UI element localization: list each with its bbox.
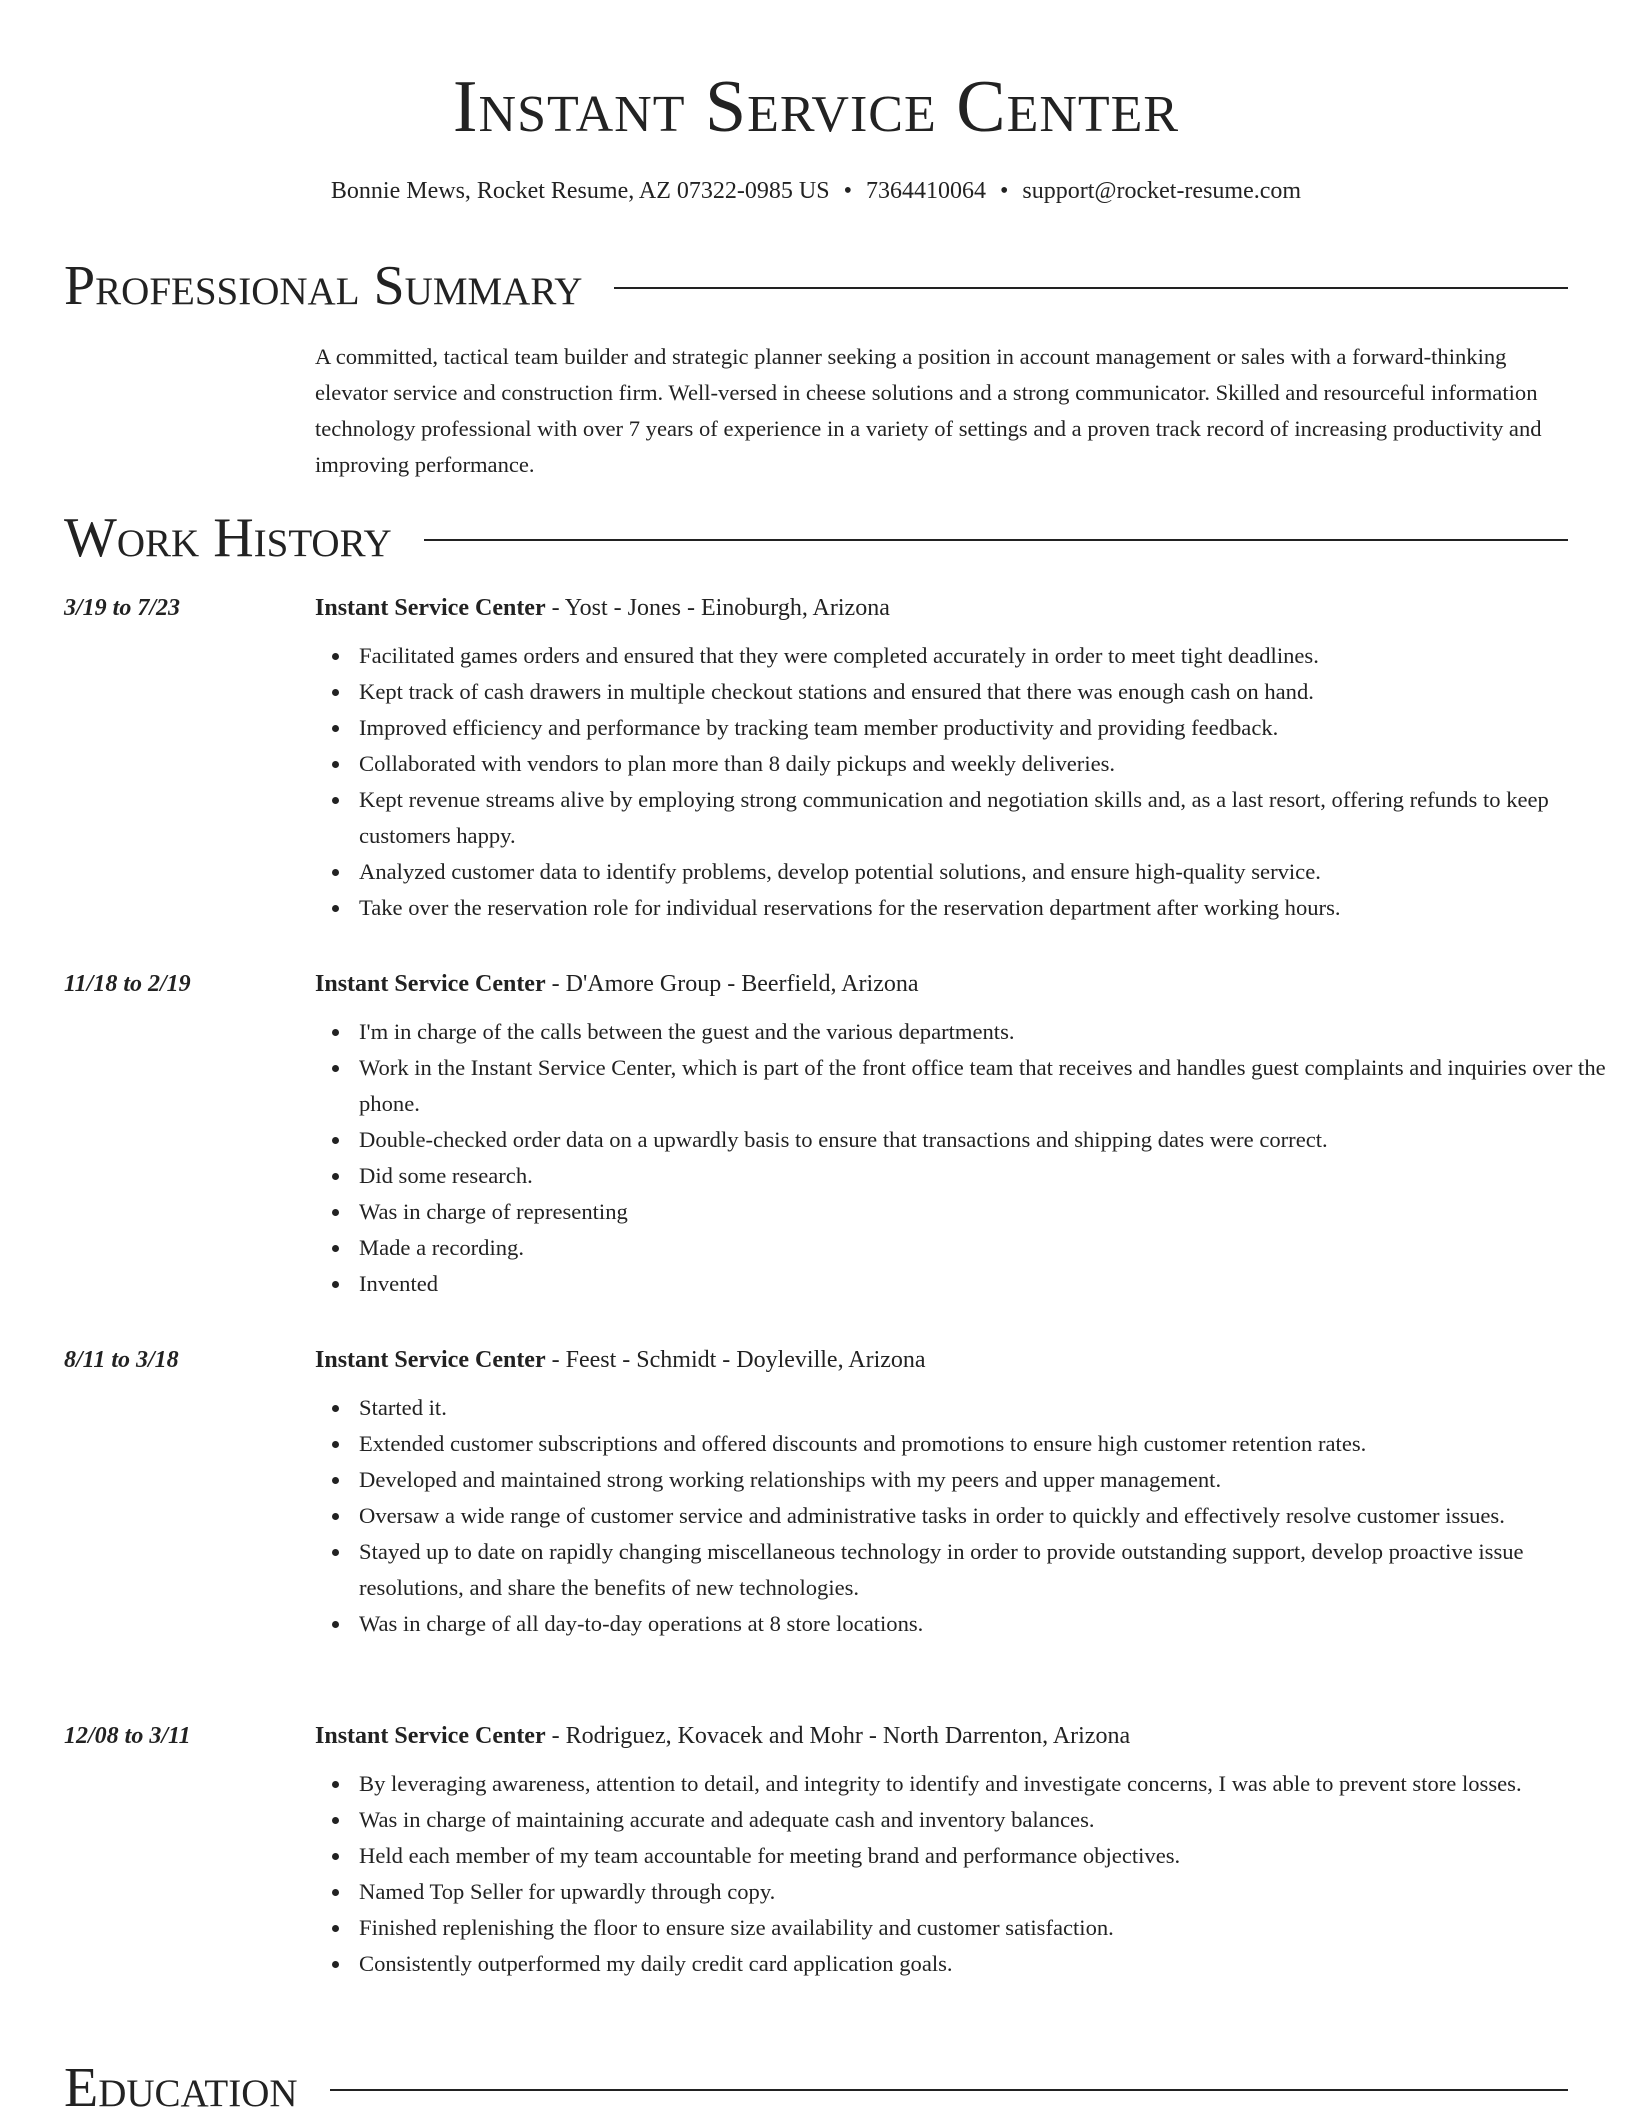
section-professional-summary — [64, 256, 1568, 316]
list-item: Work in the Instant Service Center, which is part of the front office team that receives and handles guest complaints and inquiries over the phone. — [359, 1050, 1612, 1122]
list-item: Did some research. — [359, 1158, 1612, 1194]
section-education — [64, 2058, 1568, 2118]
job-title: Instant Service Center — [315, 1723, 546, 1749]
list-item: Finished replenishing the floor to ensure size availability and customer satisfaction. — [359, 1910, 1612, 1946]
job-bullets — [315, 1390, 1612, 1642]
list-item: Take over the reservation role for individual reservations for the reservation department after working hours. — [359, 890, 1612, 926]
list-item: I'm in charge of the calls between the guest and the various departments. — [359, 1014, 1612, 1050]
list-item: Was in charge of maintaining accurate and adequate cash and inventory balances. — [359, 1802, 1612, 1838]
contact-separator: • — [843, 178, 852, 204]
section-heading: Professional Summary — [64, 255, 583, 317]
summary-text: A committed, tactical team builder and strategic planner seeking a position in account management or sales with a forward-thinking elevator service and construction firm. Well-versed in cheese solutions and a strong communicator. Skilled and resourceful information technology professional with over 7 years of experience in a variety of settings and a proven track record of increasing productivity and improving performance. — [315, 344, 1542, 477]
job-details: - Feest - Schmidt - Doyleville, Arizona — [545, 1347, 926, 1373]
job-details: - D'Amore Group - Beerfield, Arizona — [545, 971, 919, 997]
job-title: Instant Service Center — [315, 595, 546, 621]
job-dates: 12/08 to 3/11 — [64, 1723, 191, 1749]
job-title-line — [315, 1342, 926, 1378]
job-title: Instant Service Center — [315, 1347, 546, 1373]
list-item: Started it. — [359, 1390, 1612, 1426]
list-item: Facilitated games orders and ensured that they were completed accurately in order to meet tight deadlines. — [359, 638, 1612, 674]
list-item: Invented — [359, 1266, 1612, 1302]
job-details: - Rodriguez, Kovacek and Mohr - North Darrenton, Arizona — [545, 1723, 1131, 1749]
contact-phone: 7364410064 — [865, 178, 986, 204]
job-bullets — [315, 1014, 1612, 1302]
section-work-history — [64, 508, 1568, 568]
job-bullets — [315, 1766, 1612, 1982]
list-item: Double-checked order data on a upwardly basis to ensure that transactions and shipping dates were correct. — [359, 1122, 1612, 1158]
list-item: Was in charge of representing — [359, 1194, 1612, 1230]
section-heading: Work History — [64, 507, 392, 569]
list-item: Developed and maintained strong working relationships with my peers and upper management. — [359, 1462, 1612, 1498]
list-item: Improved efficiency and performance by tracking team member productivity and providing feedback. — [359, 710, 1612, 746]
contact-email: support@rocket-resume.com — [1022, 178, 1302, 204]
section-divider — [424, 539, 1568, 541]
section-heading: Education — [64, 2057, 298, 2119]
list-item: Stayed up to date on rapidly changing miscellaneous technology in order to provide outstanding support, develop proactive issue resolutions, and share the benefits of new technologies. — [359, 1534, 1612, 1606]
list-item: Kept track of cash drawers in multiple checkout stations and ensured that there was enough cash on hand. — [359, 674, 1612, 710]
list-item: Collaborated with vendors to plan more than 8 daily pickups and weekly deliveries. — [359, 746, 1612, 782]
section-divider — [330, 2089, 1568, 2091]
job-title-line — [315, 590, 890, 626]
list-item: Held each member of my team accountable for meeting brand and performance objectives. — [359, 1838, 1612, 1874]
contact-address: Bonnie Mews, Rocket Resume, AZ 07322-0985 US — [330, 178, 830, 204]
list-item: Consistently outperformed my daily credit card application goals. — [359, 1946, 1612, 1982]
job-title-line — [315, 1718, 1130, 1754]
resume-name: Instant Service Center — [452, 66, 1180, 148]
list-item: Kept revenue streams alive by employing strong communication and negotiation skills and, as a last resort, offering refunds to keep customers happy. — [359, 782, 1612, 854]
job-title-line — [315, 966, 919, 1002]
list-item: Extended customer subscriptions and offered discounts and promotions to ensure high customer retention rates. — [359, 1426, 1612, 1462]
list-item: Analyzed customer data to identify problems, develop potential solutions, and ensure high-quality service. — [359, 854, 1612, 890]
job-bullets — [315, 638, 1612, 926]
contact-line — [64, 174, 1568, 208]
job-dates: 3/19 to 7/23 — [64, 595, 181, 621]
job-details: - Yost - Jones - Einoburgh, Arizona — [545, 595, 890, 621]
list-item: Was in charge of all day-to-day operations at 8 store locations. — [359, 1606, 1612, 1642]
list-item: Oversaw a wide range of customer service and administrative tasks in order to quickly and effectively resolve customer issues. — [359, 1498, 1612, 1534]
job-dates: 11/18 to 2/19 — [64, 971, 191, 997]
job-dates: 8/11 to 3/18 — [64, 1347, 179, 1373]
list-item: By leveraging awareness, attention to detail, and integrity to identify and investigate concerns, I was able to prevent store losses. — [359, 1766, 1612, 1802]
section-divider — [614, 287, 1568, 289]
job-title: Instant Service Center — [315, 971, 546, 997]
contact-separator: • — [999, 178, 1009, 204]
list-item: Named Top Seller for upwardly through copy. — [359, 1874, 1612, 1910]
list-item: Made a recording. — [359, 1230, 1612, 1266]
